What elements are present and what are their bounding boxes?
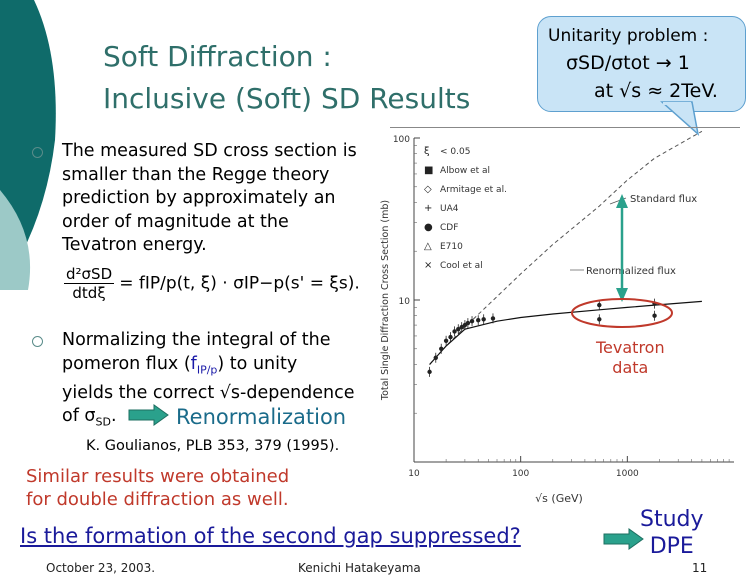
bullet-marker-1 — [32, 147, 43, 158]
bullet-1-line: prediction by approximately an — [62, 188, 336, 208]
renormalization-label: Renormalization — [176, 405, 347, 429]
data-point — [448, 335, 452, 339]
legend-symbol: ■ — [424, 165, 434, 176]
legend-label: E710 — [440, 242, 463, 252]
bullet-marker-2 — [32, 336, 43, 347]
callout-approx: ≈ — [647, 80, 664, 102]
renormalization-arrow-icon — [128, 404, 170, 426]
slide-title-line2: Inclusive (Soft) SD Results — [103, 82, 471, 115]
equation-numerator: d²σSD — [66, 265, 113, 283]
data-point — [481, 317, 485, 321]
flux-equation — [64, 265, 360, 302]
footer-page: 11 — [692, 561, 708, 575]
similar-results-line1: Similar results were obtained — [26, 466, 290, 487]
bullet-2-line: pomeron flux $(f_{IP/p})$ to unity — [62, 353, 298, 376]
slide-decoration — [0, 0, 60, 300]
equation-denominator: dtdξ — [72, 284, 106, 302]
legend-symbol: × — [424, 260, 433, 271]
bullet-2-line: Normalizing the integral of the — [62, 330, 331, 350]
legend-label: CDF — [440, 223, 459, 233]
bullet-1-line: The measured SD cross section is — [62, 141, 357, 161]
sd-cross-section-chart — [374, 130, 746, 510]
x-axis-label: √s (GeV) — [535, 492, 583, 505]
y-tick-label: 10 — [398, 297, 410, 307]
data-point — [466, 321, 470, 325]
footer-date: October 23, 2003. — [46, 561, 156, 575]
data-point — [597, 317, 601, 321]
legend-label: Cool et al — [440, 261, 483, 271]
study-label: Study DPE — [640, 507, 704, 559]
data-point — [444, 339, 448, 343]
data-point — [597, 303, 601, 307]
y-axis-label: Total Single Diffraction Cross Section (mb) — [380, 199, 391, 401]
callout-formula-line2 — [594, 80, 718, 102]
bullet-2-line: of $\sigma_{SD}$. — [62, 406, 117, 429]
x-tick-label: 100 — [512, 469, 530, 479]
callout-heading: Unitarity problem : — [548, 26, 709, 46]
callout-formula-line1 — [566, 52, 690, 74]
bullet-1-line: order of magnitude at the — [62, 211, 289, 232]
callout-ratio: σSD/σtot — [566, 52, 650, 74]
data-point — [652, 313, 656, 317]
data-point — [476, 318, 480, 322]
similar-results-line2: for double diffraction as well. — [26, 489, 289, 510]
bullet-1-line: Tevatron energy. — [62, 235, 207, 255]
legend-label: < 0.05 — [440, 147, 471, 157]
data-point — [452, 329, 456, 333]
study-arrow-icon — [603, 528, 645, 550]
data-point — [491, 316, 495, 320]
tevatron-ellipse — [572, 299, 672, 327]
standard-flux-label: Standard flux — [630, 194, 698, 205]
callout-sqrt-s: √s — [619, 80, 642, 102]
legend-label: Albow et al — [440, 166, 491, 176]
renormalized-flux-label: Renormalized flux — [586, 266, 676, 277]
callout-arrow: → — [655, 52, 672, 74]
x-tick-label: 10 — [408, 469, 420, 479]
bullet-2-line: yields the correct √s-dependence — [62, 382, 355, 403]
bullet-1 — [62, 140, 357, 258]
legend-label: Armitage et al. — [440, 185, 507, 195]
data-point — [434, 356, 438, 360]
reference: K. Goulianos, PLB 353, 379 (1995). — [86, 438, 340, 454]
x-tick-label: 1000 — [615, 469, 639, 479]
data-point — [470, 319, 474, 323]
tevatron-label: Tevatron data — [596, 338, 665, 377]
question-text: Is the formation of the second gap suppressed? — [20, 524, 521, 548]
callout-at: at — [594, 80, 614, 102]
legend-label: UA4 — [440, 204, 459, 214]
legend-symbol: △ — [424, 241, 432, 252]
data-point — [427, 370, 431, 374]
title-divider — [390, 127, 740, 128]
legend-symbol: + — [424, 203, 433, 214]
callout-energy: 2TeV. — [669, 80, 718, 102]
bullet-1-line: smaller than the Regge theory — [62, 164, 330, 185]
y-tick-label: 100 — [392, 135, 410, 145]
callout-one: 1 — [677, 52, 690, 74]
legend-symbol: ξ — [424, 146, 430, 157]
legend-symbol: ● — [424, 222, 433, 233]
equation-rhs: = fIP/p(t, ξ) · σIP−p(s' = ξs). — [119, 273, 360, 294]
legend-symbol: ◇ — [424, 184, 432, 195]
footer-author: Kenichi Hatakeyama — [298, 561, 421, 575]
slide-title-line1: Soft Diffraction : — [103, 40, 332, 73]
flux-symbol: $f_{IP/p}$ — [190, 353, 218, 376]
data-point — [439, 347, 443, 351]
